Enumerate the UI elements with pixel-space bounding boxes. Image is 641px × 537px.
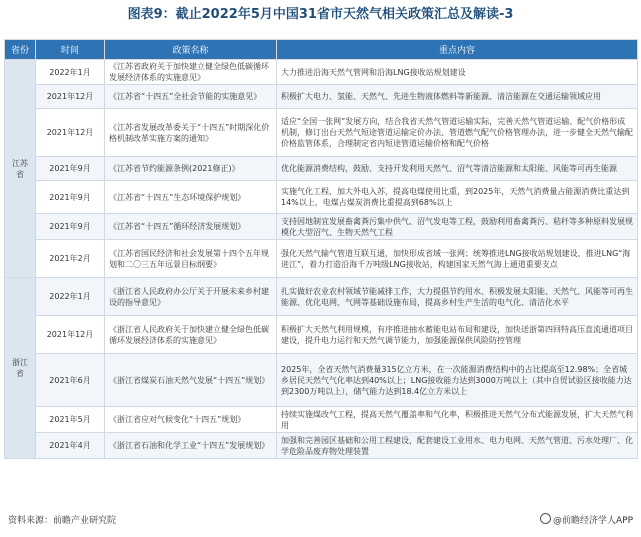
table-row: [5, 181, 638, 214]
time-cell: 2021年12月: [36, 85, 105, 109]
content-cell: 扎实做好农业农村领域节能减排工作，大力提倡节约用水、积极发展太阳能、天然气、风能等可再生能源、优化电网、气网等基础设施布局，提高乡村生产生活的电气化、清洁化水平: [277, 278, 638, 316]
header-time: 时间: [36, 40, 105, 60]
content-cell: 适应“全国一张网”发展方向，结合我省天然气管道运输实际，完善天然气管道运输、配气价格形成机制，修订出台天然气短途管道运输定价办法、管道燃气配气价格管理办法，进一步健全天然气输配价格监管体系，合理制定省内短途管道运输价格和配气价格: [277, 109, 638, 157]
brand-label: @前瞻经济学人APP: [552, 516, 633, 526]
policy-cell: 《浙江省人民政府办公厅关于开展未来乡村建设的指导意见》: [105, 278, 277, 316]
brand-credit: [540, 512, 633, 530]
province-cell-jiangsu: 江苏省: [5, 60, 36, 278]
province-cell-zhejiang: 浙江省: [5, 278, 36, 459]
table-row: [5, 109, 638, 157]
policy-table: [4, 39, 638, 459]
time-cell: 2021年2月: [36, 240, 105, 278]
table-row: [5, 354, 638, 407]
time-cell: 2021年12月: [36, 109, 105, 157]
content-cell: 大力推进沿海天然气管网和沿海LNG接收站规划建设: [277, 60, 638, 85]
content-cell: 持续实施煤改气工程，提高天然气覆盖率和气化率，积极推进天然气分布式能源发展，扩大天然气利用: [277, 407, 638, 433]
content-cell: 2025年，全省天然气消费量315亿立方米，在一次能源消费结构中的占比提高至12.98%；全省城乡居民天然气气化率达到40%以上；LNG接收能力达到3000万吨以上（其中自贸试验区接收能力达到2300万吨以上），储气能力达到18.4亿立方米以上: [277, 354, 638, 407]
time-cell: 2021年12月: [36, 316, 105, 354]
content-cell: 支持因地制宜发展畜禽粪污集中供气、沼气发电等工程，鼓励利用畜禽粪污、秸秆等多种原料发展规模化大型沼气、生物天然气工程: [277, 214, 638, 240]
content-cell: 实施气化工程，加大外电入苏，提高电煤使用比重，到2025年，天然气消费量占能源消费比重达到14%以上，电煤占煤炭消费比重提高到68%以上: [277, 181, 638, 214]
content-cell: 优化能源消费结构，鼓励、支持开发利用天然气、沼气等清洁能源和太阳能、风能等可再生能源: [277, 157, 638, 181]
policy-cell: 《浙江省人民政府关于加快建立健全绿色低碳循环发展经济体系的实施意见》: [105, 316, 277, 354]
time-cell: 2021年9月: [36, 181, 105, 214]
content-cell: 积极扩大电力、氢能、天然气、先进生物液体燃料等新能源、清洁能源在交通运输领域应用: [277, 85, 638, 109]
time-cell: 2021年5月: [36, 407, 105, 433]
content-cell: 强化天然气输气管道互联互通，加快形成省域一张网；统筹推进LNG接收站规划建设，推进LNG“海进江”，着力打造沿海千万吨级LNG接收站，构建国家天然气海上通道重要支点: [277, 240, 638, 278]
time-cell: 2021年6月: [36, 354, 105, 407]
content-cell: 积极扩大天然气利用规模，有序推进抽水蓄能电站布局和建设，加快送浙第四回特高压直流通道项目建设，提升电力运行和天然气调节能力，加强能源保供风险防控管理: [277, 316, 638, 354]
policy-cell: 《江苏省“十四五”生态环境保护规划》: [105, 181, 277, 214]
policy-cell: 《江苏省“十四五”全社会节能的实施意见》: [105, 85, 277, 109]
time-cell: 2021年4月: [36, 433, 105, 459]
policy-cell: 《江苏省国民经济和社会发展第十四个五年规划和二〇三五年远景目标纲要》: [105, 240, 277, 278]
policy-cell: 《浙江省煤炭石油天然气发展“十四五”规划》: [105, 354, 277, 407]
table-row: [5, 407, 638, 433]
table-row: [5, 433, 638, 459]
table-row: [5, 278, 638, 316]
time-cell: 2022年1月: [36, 278, 105, 316]
policy-cell: 《江苏省发展改革委关于“十四五”时期深化价格机制改革实施方案的通知》: [105, 109, 277, 157]
table-row: [5, 214, 638, 240]
header-province: 省份: [5, 40, 36, 60]
footer: [8, 512, 633, 530]
policy-cell: 《江苏省“十四五”循环经济发展规划》: [105, 214, 277, 240]
content-cell: 加强和完善园区基础和公用工程建设，配套建设工业用水、电力电网、天然气管道、污水处理厂、化学危险品废弃物处理装置: [277, 433, 638, 459]
table-row: [5, 157, 638, 181]
source-note: 资料来源：前瞻产业研究院: [8, 516, 117, 526]
policy-cell: 《浙江省应对气候变化“十四五”规划》: [105, 407, 277, 433]
table-header-row: [5, 40, 638, 60]
time-cell: 2021年9月: [36, 157, 105, 181]
policy-cell: 《江苏省节约能源条例(2021修正)》: [105, 157, 277, 181]
table-row: [5, 85, 638, 109]
policy-cell: 《江苏省政府关于加快建立健全绿色低碳循环发展经济体系的实施意见》: [105, 60, 277, 85]
table-row: [5, 60, 638, 85]
time-cell: 2021年9月: [36, 214, 105, 240]
policy-cell: 《浙江省石油和化学工业“十四五”发展规划》: [105, 433, 277, 459]
table-row: [5, 316, 638, 354]
time-cell: 2022年1月: [36, 60, 105, 85]
header-policy-name: 政策名称: [105, 40, 277, 60]
header-key-content: 重点内容: [277, 40, 638, 60]
page-title: 图表9：截止2022年5月中国31省市天然气相关政策汇总及解读-3: [127, 7, 514, 22]
table-row: [5, 240, 638, 278]
brand-logo-icon: [540, 513, 551, 524]
